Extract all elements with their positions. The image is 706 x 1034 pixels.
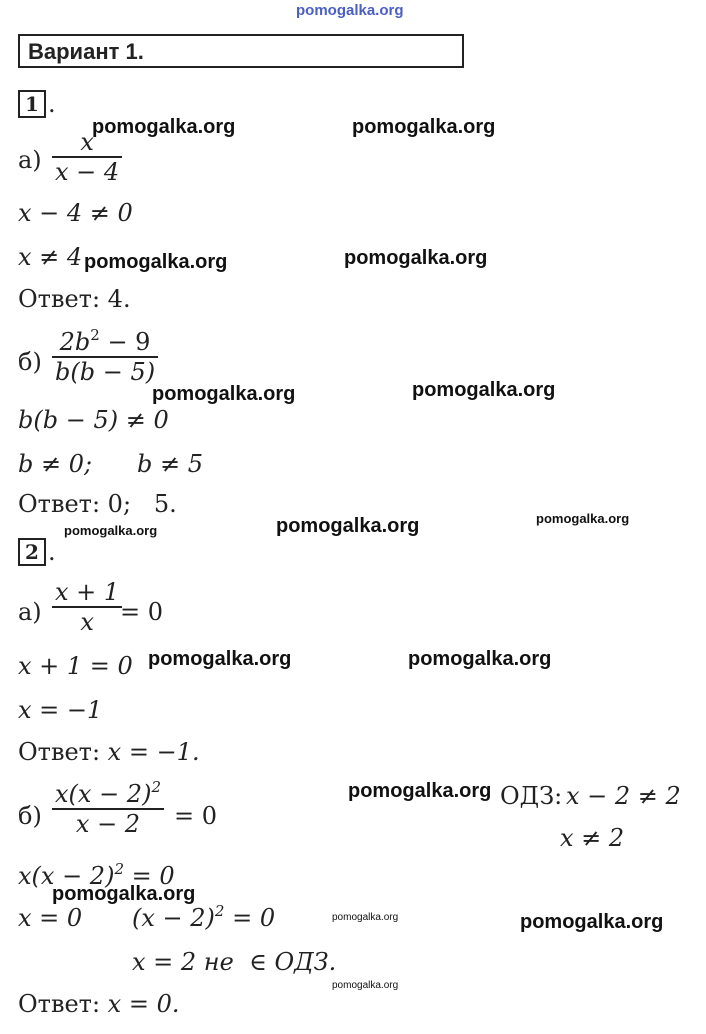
watermark: pomogalka.org [152, 383, 296, 405]
task2a-answer [18, 738, 200, 766]
task1b-answer [18, 490, 177, 518]
watermark: pomogalka.org [412, 379, 556, 401]
task2b-line3: x = 2 не ∈ ОДЗ. [132, 948, 337, 976]
watermark-tiny: pomogalka.org [332, 980, 399, 991]
odz-line2: x ≠ 2 [560, 824, 625, 852]
task2b-line1-exp: 2 [114, 860, 124, 878]
task1a-label: а) [18, 146, 42, 174]
task2b-num-base: x(x − 2) [55, 780, 152, 808]
watermark-small: pomogalka.org [536, 511, 630, 526]
task1a-line1: x − 4 ≠ 0 [18, 199, 133, 227]
task2b-numerator [52, 780, 164, 810]
task2b-answer [18, 990, 179, 1018]
watermark-small: pomogalka.org [64, 523, 158, 538]
task2b-label: б) [18, 802, 42, 830]
task2b-denominator: x − 2 [75, 810, 141, 838]
task2a-line1: x + 1 = 0 [18, 652, 133, 680]
task-number-2-dot: . [48, 538, 56, 566]
task2b-line2-right-exp: 2 [214, 902, 225, 920]
watermark: pomogalka.org [348, 780, 492, 802]
task-number-2 [18, 538, 46, 566]
watermark: pomogalka.org [148, 648, 292, 670]
task2b-num-exp: 2 [151, 778, 161, 796]
task1b-denominator: b(b − 5) [55, 358, 156, 386]
watermark-tiny: pomogalka.org [332, 912, 399, 923]
odz-label: ОДЗ: [500, 782, 563, 810]
task1b-fraction [52, 328, 158, 386]
watermark: pomogalka.org [52, 883, 196, 905]
task2b-line2-right [132, 904, 275, 932]
task2a-fraction [52, 578, 122, 636]
task1a-answer [18, 285, 131, 313]
task2a-answer-label: Ответ: [18, 738, 101, 766]
task2b-eq-tail: = 0 [174, 802, 218, 830]
task1b-line1: b(b − 5) ≠ 0 [18, 406, 169, 434]
task1b-line2-right: b ≠ 5 [137, 450, 203, 478]
task2b-answer-value: x = 0. [107, 990, 180, 1018]
task2b-line2-right-tail: = 0 [224, 904, 276, 932]
task1a-numerator: x [52, 128, 122, 158]
task2b-line2-left: x = 0 [18, 904, 83, 932]
watermark: pomogalka.org [408, 648, 552, 670]
task1a-answer-label: Ответ: [18, 285, 101, 313]
watermark: pomogalka.org [92, 116, 236, 138]
watermark: pomogalka.org [276, 515, 420, 537]
task2b-line1-base: x(x − 2) [18, 862, 115, 890]
task2b-fraction [52, 780, 164, 838]
watermark: pomogalka.org [84, 251, 228, 273]
task1a-answer-value: 4. [107, 285, 131, 313]
task1a-line2: x ≠ 4 [18, 243, 83, 271]
task2b-line2-right-base: (x − 2) [132, 904, 215, 932]
task2a-label: а) [18, 598, 42, 626]
task2b-line1-tail: = 0 [123, 862, 175, 890]
task2a-numerator: x + 1 [52, 578, 122, 608]
task1a-denominator: x − 4 [55, 158, 120, 186]
task1b-num-base: 2b [59, 328, 91, 356]
task-number-1-text: 1 [25, 92, 39, 116]
task2a-eq-tail: = 0 [120, 598, 164, 626]
odz-line1: x − 2 ≠ 2 [566, 782, 681, 810]
task1b-line2-left: b ≠ 0; [18, 450, 93, 478]
variant-header-box [18, 34, 464, 68]
task1b-label: б) [18, 348, 42, 376]
task2a-line2: x = −1 [18, 696, 103, 724]
task1b-answer-value: 0; 5. [107, 490, 177, 518]
task1b-answer-label: Ответ: [18, 490, 101, 518]
watermark: pomogalka.org [344, 247, 488, 269]
watermark-top: pomogalka.org [296, 2, 404, 19]
watermark: pomogalka.org [520, 911, 664, 933]
task-number-1-dot: . [48, 90, 56, 118]
task1b-num-tail: − 9 [99, 328, 151, 356]
task1b-numerator [52, 328, 158, 358]
task-number-2-text: 2 [25, 540, 39, 564]
task2a-denominator: x [80, 608, 94, 636]
task2a-answer-value: x = −1. [107, 738, 200, 766]
variant-title: Вариант 1. [28, 39, 144, 64]
task2b-answer-label: Ответ: [18, 990, 101, 1018]
task1b-num-exp: 2 [90, 326, 100, 344]
watermark: pomogalka.org [352, 116, 496, 138]
task-number-1 [18, 90, 46, 118]
